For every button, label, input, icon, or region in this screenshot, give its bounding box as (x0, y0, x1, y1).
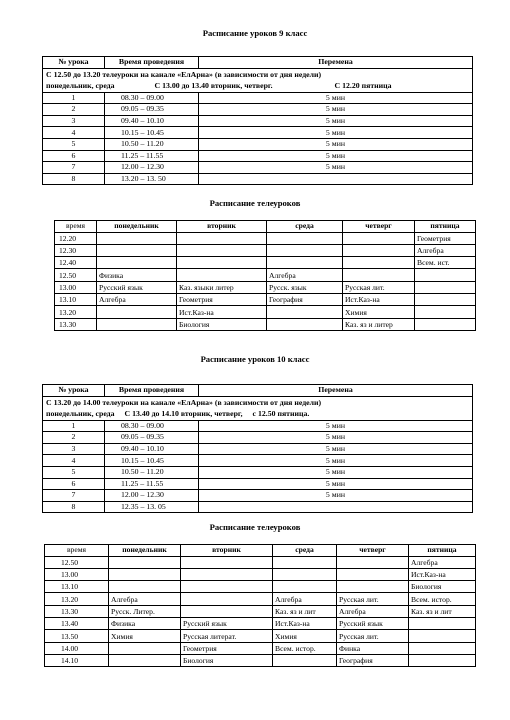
note-row (43, 68, 473, 92)
break-cell (199, 501, 473, 513)
subject-cell: Ист.Каз-на (273, 618, 337, 630)
grade10-tv-title: Расписание телеуроков (209, 522, 301, 532)
lesson-time-cell: 12.35 – 13. 05 (105, 501, 199, 513)
table-row (55, 244, 476, 256)
col-header-lesson-number: № урока (43, 385, 105, 397)
table-row (45, 654, 476, 666)
subject-cell (343, 257, 415, 269)
subject-cell (97, 318, 177, 330)
subject-cell (267, 306, 343, 318)
subject-cell (273, 556, 337, 568)
subject-cell (409, 654, 476, 666)
break-cell: 5 мин (199, 127, 473, 139)
subject-cell: Русский язык (97, 281, 177, 293)
subject-cell (409, 630, 476, 642)
subject-cell (109, 568, 181, 580)
lesson-number-cell: 6 (43, 150, 105, 162)
table-row (55, 281, 476, 293)
table-row (43, 455, 473, 467)
subject-cell: Алгебра (337, 605, 409, 617)
lesson-time-cell: 09.40 – 10.10 (105, 115, 199, 127)
table-row (55, 232, 476, 244)
tv-note-days-2: С 13.40 до 14.10 вторник, четверг, (124, 409, 243, 419)
lesson-number-cell: 7 (43, 490, 105, 502)
break-cell: 5 мин (199, 138, 473, 150)
subject-cell: Русская лит. (337, 593, 409, 605)
lesson-time-cell: 10.50 – 11.20 (105, 138, 199, 150)
break-cell: 5 мин (199, 490, 473, 502)
table-row (43, 478, 473, 490)
col-header-2: вторник (177, 221, 267, 233)
col-header-3: среда (273, 545, 337, 557)
time-cell: 13.20 (45, 593, 109, 605)
break-cell: 5 мин (199, 432, 473, 444)
subject-cell (109, 581, 181, 593)
subject-cell (343, 244, 415, 256)
tv-note-days-3: с 12.50 пятница. (252, 409, 310, 419)
lesson-number-cell: 5 (43, 466, 105, 478)
table-row (55, 318, 476, 330)
lesson-number-cell: 8 (43, 501, 105, 513)
col-header-time: Время проведения (105, 385, 199, 397)
col-header-5: пятница (415, 221, 476, 233)
subject-cell: Алгебра (109, 593, 181, 605)
time-cell: 12.30 (55, 244, 97, 256)
subject-cell (415, 306, 476, 318)
table-row (43, 432, 473, 444)
subject-cell (181, 581, 273, 593)
col-header-0: время (45, 545, 109, 557)
subject-cell: Русск. Литер. (109, 605, 181, 617)
break-cell: 5 мин (199, 92, 473, 104)
subject-cell (343, 269, 415, 281)
lesson-time-cell: 08.30 – 09.00 (105, 420, 199, 432)
col-header-5: пятница (409, 545, 476, 557)
lesson-time-cell: 13.20 – 13. 50 (105, 173, 199, 185)
lesson-time-cell: 09.05 – 09.35 (105, 432, 199, 444)
time-cell: 14.10 (45, 654, 109, 666)
subject-cell (97, 257, 177, 269)
subject-cell: Каз. яз и литер (343, 318, 415, 330)
subject-cell: Русский язык (337, 618, 409, 630)
lesson-number-cell: 4 (43, 455, 105, 467)
subject-cell: Ист.Каз-на (343, 294, 415, 306)
subject-cell: Геометрия (177, 294, 267, 306)
subject-cell (109, 642, 181, 654)
subject-cell (409, 618, 476, 630)
subject-cell: Русская литерат. (181, 630, 273, 642)
subject-cell: Алгебра (273, 593, 337, 605)
lesson-time-cell: 09.40 – 10.10 (105, 443, 199, 455)
lesson-number-cell: 1 (43, 92, 105, 104)
time-cell: 13.30 (55, 318, 97, 330)
subject-cell: Алгебра (97, 294, 177, 306)
time-cell: 13.30 (45, 605, 109, 617)
subject-cell (337, 581, 409, 593)
subject-cell (97, 244, 177, 256)
break-cell (199, 173, 473, 185)
subject-cell: Геометрия (181, 642, 273, 654)
lesson-number-cell: 8 (43, 173, 105, 185)
table-row (45, 556, 476, 568)
subject-cell (97, 232, 177, 244)
table-header-row (43, 385, 473, 397)
col-header-0: время (55, 221, 97, 233)
subject-cell: Всем. истор. (273, 642, 337, 654)
subject-cell (97, 306, 177, 318)
lesson-number-cell: 4 (43, 127, 105, 139)
break-cell: 5 мин (199, 162, 473, 174)
tv-note-days-1: понедельник, среда (46, 81, 115, 91)
grade10-title: Расписание уроков 10 класс (200, 354, 310, 364)
time-cell: 12.40 (55, 257, 97, 269)
table-row (45, 568, 476, 580)
subject-cell: Алгебра (415, 244, 476, 256)
break-cell: 5 мин (199, 150, 473, 162)
lesson-number-cell: 5 (43, 138, 105, 150)
subject-cell (415, 318, 476, 330)
time-cell: 12.50 (45, 556, 109, 568)
subject-cell (177, 244, 267, 256)
tv-note-days-1: понедельник, среда (46, 409, 115, 419)
break-cell: 5 мин (199, 466, 473, 478)
col-header-4: четверг (343, 221, 415, 233)
subject-cell (337, 556, 409, 568)
subject-cell: Каз. яз и лит (273, 605, 337, 617)
subject-cell (177, 269, 267, 281)
table-row (43, 150, 473, 162)
grade9-tv-title: Расписание телеуроков (209, 198, 301, 208)
table-row (43, 92, 473, 104)
subject-cell (267, 232, 343, 244)
subject-cell (181, 556, 273, 568)
subject-cell: Химия (273, 630, 337, 642)
subject-cell: Ист.Каз-на (409, 568, 476, 580)
lesson-time-cell: 10.15 – 10.45 (105, 127, 199, 139)
table-row (43, 115, 473, 127)
lesson-number-cell: 3 (43, 443, 105, 455)
table-row (43, 420, 473, 432)
subject-cell (409, 642, 476, 654)
table-row (43, 162, 473, 174)
subject-cell (109, 654, 181, 666)
subject-cell (273, 581, 337, 593)
time-cell: 14.00 (45, 642, 109, 654)
subject-cell (109, 556, 181, 568)
table-row (45, 581, 476, 593)
table-row (43, 490, 473, 502)
tv-note-line1: С 12.50 до 13.20 телеуроки на канале «ЕлАрна» (в зависимости от дня недели) (46, 69, 322, 79)
subject-cell (267, 244, 343, 256)
grade10-tv-table (44, 544, 476, 667)
lesson-time-cell: 10.50 – 11.20 (105, 466, 199, 478)
lesson-number-cell: 2 (43, 432, 105, 444)
tv-note-line1: С 13.20 до 14.00 телеуроки на канале «ЕлАрна» (в зависимости от дня недели) (46, 397, 322, 407)
subject-cell: Физика (97, 269, 177, 281)
table-row (45, 593, 476, 605)
subject-cell (177, 257, 267, 269)
subject-cell: Химия (109, 630, 181, 642)
table-header-row (43, 57, 473, 69)
time-cell: 13.20 (55, 306, 97, 318)
table-row (45, 605, 476, 617)
table-row (43, 104, 473, 116)
table-row (43, 443, 473, 455)
tv-note-days-2: С 13.00 до 13.40 вторник, четверг. (154, 81, 273, 91)
grade9-lesson-table (42, 56, 473, 185)
subject-cell (181, 593, 273, 605)
grade9-title: Расписание уроков 9 класс (202, 28, 308, 38)
subject-cell: Биология (181, 654, 273, 666)
break-cell: 5 мин (199, 420, 473, 432)
col-header-3: среда (267, 221, 343, 233)
grade9-tv-table (54, 220, 476, 331)
subject-cell (415, 294, 476, 306)
lesson-time-cell: 12.00 – 12.30 (105, 162, 199, 174)
lesson-number-cell: 7 (43, 162, 105, 174)
col-header-break: Перемена (199, 385, 473, 397)
table-row (55, 306, 476, 318)
subject-cell: Русская лит. (343, 281, 415, 293)
subject-cell: Алгебра (409, 556, 476, 568)
table-header-row (55, 221, 476, 233)
break-cell: 5 мин (199, 443, 473, 455)
table-header-row (45, 545, 476, 557)
table-row (55, 269, 476, 281)
subject-cell: Физика (109, 618, 181, 630)
time-cell: 13.00 (55, 281, 97, 293)
lesson-number-cell: 2 (43, 104, 105, 116)
subject-cell: География (337, 654, 409, 666)
lesson-number-cell: 6 (43, 478, 105, 490)
table-row (43, 127, 473, 139)
subject-cell: Геометрия (415, 232, 476, 244)
subject-cell (181, 605, 273, 617)
time-cell: 13.50 (45, 630, 109, 642)
grade10-lesson-table (42, 384, 473, 513)
subject-cell: Русск. язык (267, 281, 343, 293)
subject-cell: Биология (177, 318, 267, 330)
col-header-2: вторник (181, 545, 273, 557)
table-row (45, 630, 476, 642)
subject-cell: Финка (337, 642, 409, 654)
subject-cell (415, 269, 476, 281)
subject-cell: Алгебра (267, 269, 343, 281)
subject-cell: Каз. языки литер (177, 281, 267, 293)
table-row (43, 466, 473, 478)
table-row (55, 294, 476, 306)
tv-note (43, 68, 473, 92)
time-cell: 12.50 (55, 269, 97, 281)
subject-cell: Русский язык (181, 618, 273, 630)
lesson-time-cell: 10.15 – 10.45 (105, 455, 199, 467)
subject-cell: География (267, 294, 343, 306)
subject-cell (177, 232, 267, 244)
col-header-lesson-number: № урока (43, 57, 105, 69)
subject-cell (273, 654, 337, 666)
time-cell: 13.40 (45, 618, 109, 630)
time-cell: 12.20 (55, 232, 97, 244)
subject-cell (415, 281, 476, 293)
subject-cell (337, 568, 409, 580)
tv-note (43, 396, 473, 420)
time-cell: 13.10 (45, 581, 109, 593)
break-cell: 5 мин (199, 478, 473, 490)
subject-cell: Каз. яз и лит (409, 605, 476, 617)
col-header-1: понедельник (97, 221, 177, 233)
subject-cell: Русская лит. (337, 630, 409, 642)
subject-cell (267, 257, 343, 269)
subject-cell (343, 232, 415, 244)
table-row (43, 173, 473, 185)
time-cell: 13.00 (45, 568, 109, 580)
subject-cell: Химия (343, 306, 415, 318)
lesson-time-cell: 08.30 – 09.00 (105, 92, 199, 104)
subject-cell: Всем. истор. (409, 593, 476, 605)
break-cell: 5 мин (199, 104, 473, 116)
lesson-time-cell: 11.25 – 11.55 (105, 150, 199, 162)
lesson-time-cell: 12.00 – 12.30 (105, 490, 199, 502)
table-row (43, 138, 473, 150)
subject-cell (181, 568, 273, 580)
subject-cell: Ист.Каз-на (177, 306, 267, 318)
break-cell: 5 мин (199, 115, 473, 127)
col-header-1: понедельник (109, 545, 181, 557)
table-row (45, 618, 476, 630)
subject-cell: Всем. ист. (415, 257, 476, 269)
break-cell: 5 мин (199, 455, 473, 467)
subject-cell (273, 568, 337, 580)
col-header-time: Время проведения (105, 57, 199, 69)
table-row (55, 257, 476, 269)
note-row (43, 396, 473, 420)
table-row (45, 642, 476, 654)
table-row (43, 501, 473, 513)
time-cell: 13.10 (55, 294, 97, 306)
lesson-number-cell: 1 (43, 420, 105, 432)
lesson-time-cell: 11.25 – 11.55 (105, 478, 199, 490)
lesson-time-cell: 09.05 – 09.35 (105, 104, 199, 116)
col-header-4: четверг (337, 545, 409, 557)
subject-cell (267, 318, 343, 330)
col-header-break: Перемена (199, 57, 473, 69)
tv-note-days-3: С 12.20 пятница (334, 81, 392, 91)
subject-cell: Биология (409, 581, 476, 593)
lesson-number-cell: 3 (43, 115, 105, 127)
